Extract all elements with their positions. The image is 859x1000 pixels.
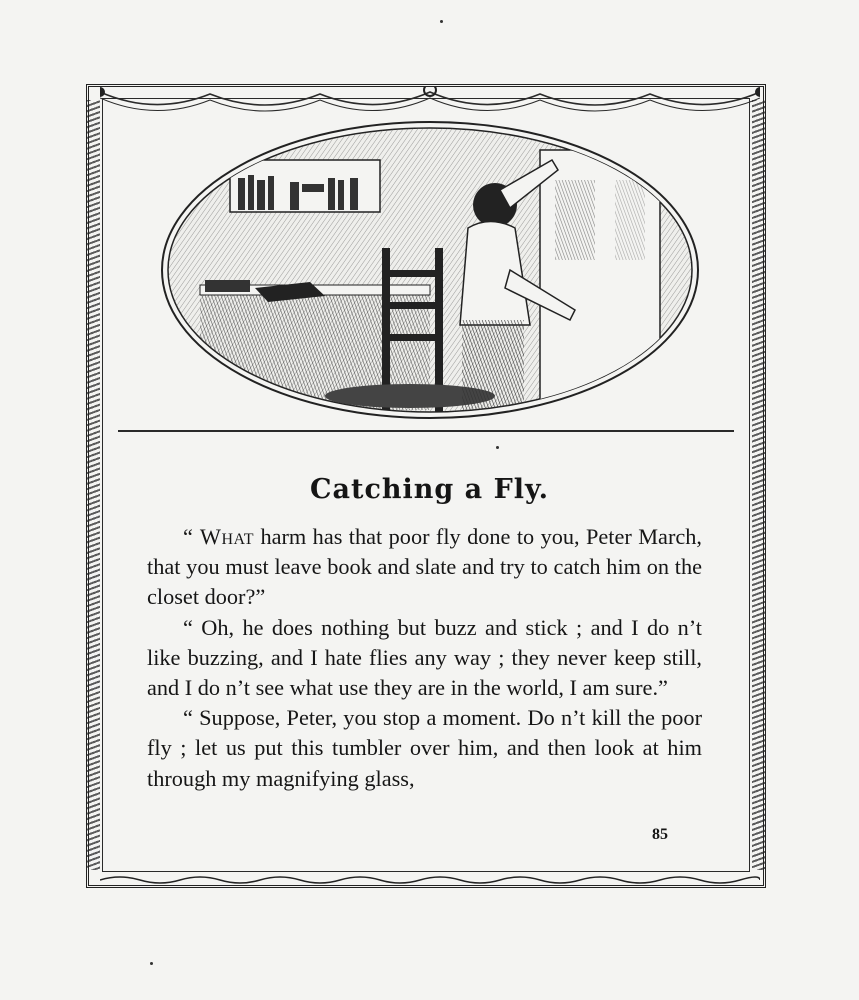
drapery-swag-top — [100, 86, 760, 118]
paragraph-lead: “ What — [183, 524, 255, 549]
engraving-illustration — [160, 120, 700, 420]
story-text — [147, 522, 702, 794]
paper-speck — [150, 962, 153, 965]
divider-rule — [118, 430, 734, 432]
paragraph-2 — [147, 613, 702, 704]
story-title: Catching a Fly. — [309, 474, 549, 505]
paragraph-body: harm has that poor fly done to you, Peter March, that you must leave book and slate and try to catch him on the closet door?” — [147, 524, 702, 610]
page-number: 85 — [652, 826, 668, 843]
paper-speck — [496, 446, 499, 449]
paragraph-body: “ Oh, he does nothing but buzz and stick ; and I do n’t like buzzing, and I hate flies any way ; they never keep still, and I do n’t see what use they are in the world, I am sure.” — [147, 614, 702, 701]
paragraph-3 — [147, 703, 702, 794]
illustration-vignette — [160, 120, 700, 420]
paragraph-body: “ Suppose, Peter, you stop a moment. Do n’t kill the poor fly ; let us put this tumbler over him, and then look at him through my magnifying glass, — [147, 705, 702, 791]
frame-bottom-ornament — [100, 874, 760, 886]
paper-speck — [440, 20, 443, 23]
paragraph-1 — [147, 522, 702, 613]
